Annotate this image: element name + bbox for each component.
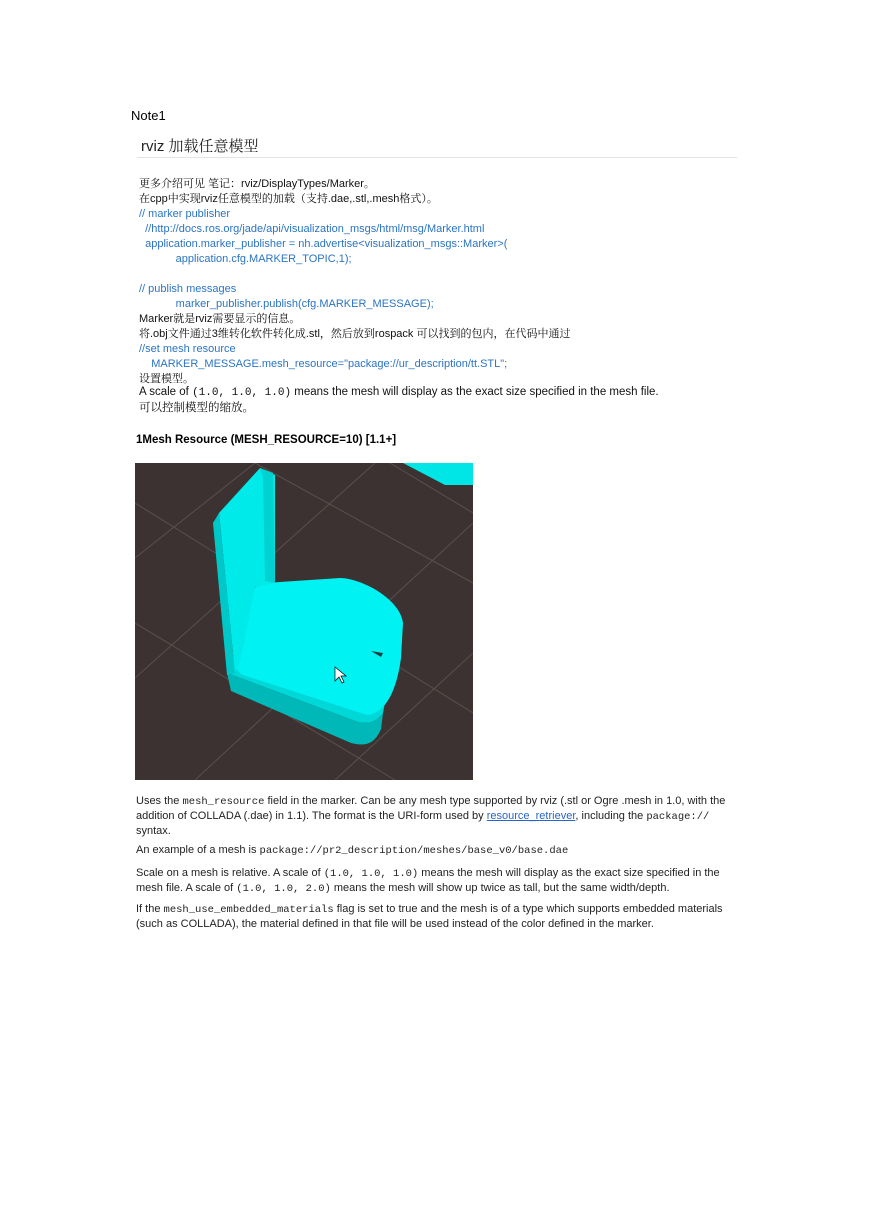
p4-text: If the	[136, 903, 164, 915]
note-line: Marker就是rviz需要显示的信息。	[139, 313, 301, 325]
scale-line-text: A scale of	[139, 386, 193, 398]
note-line: 更多介绍可见 笔记：rviz/DisplayTypes/Marker。	[139, 178, 375, 190]
rviz-mesh-screenshot	[135, 463, 473, 780]
note-label: Note1	[131, 108, 166, 123]
p4-text-2: flag is set to true and the mesh is of a type which supports embedded materials (such as COLLADA), the material defined in that file will be used instead of the color defined in the marker.	[136, 903, 723, 930]
paragraph-example	[136, 843, 736, 858]
note-line: 将.obj文件通过3维转化软件转化成.stl，然后放到rospack 可以找到的包内，在代码中通过	[139, 328, 571, 340]
scale-code: (1.0, 1.0, 1.0)	[192, 387, 292, 399]
scale-note: 可以控制模型的缩放。	[139, 402, 254, 414]
p3-text-2: means the mesh will display as the exact size specified in the mesh file. A scale of	[136, 867, 720, 894]
section-heading: 1Mesh Resource (MESH_RESOURCE=10) [1.1+]	[136, 434, 397, 446]
note-line: // publish messages	[139, 283, 237, 295]
note-line: //set mesh resource	[139, 343, 236, 355]
paragraph-scale	[136, 866, 736, 896]
code-embedded-materials: mesh_use_embedded_materials	[163, 904, 334, 916]
note-line: 在cpp中实现rviz任意模型的加载（支持.dae,.stl,.mesh格式）。	[139, 193, 438, 205]
code-mesh-resource: mesh_resource	[182, 796, 265, 808]
note-line: marker_publisher.publish(cfg.MARKER_MESSAGE);	[139, 298, 434, 310]
code-scale-2: (1.0, 1.0, 2.0)	[236, 883, 331, 895]
p3-text-3: means the mesh will show up twice as tall, but the same width/depth.	[330, 882, 670, 894]
note-line: MARKER_MESSAGE.mesh_resource="package://ur_description/tt.STL";	[139, 358, 508, 370]
note-line: // marker publisher	[139, 208, 231, 220]
code-package-prefix: package://	[646, 811, 710, 823]
page-title: rviz 加载任意模型	[141, 138, 259, 155]
note-line: //http://docs.ros.org/jade/api/visualization_msgs/html/msg/Marker.html	[139, 223, 485, 235]
p3-text: Scale on a mesh is relative. A scale of	[136, 867, 324, 879]
paragraph-mesh-resource	[136, 794, 736, 838]
code-scale-1: (1.0, 1.0, 1.0)	[323, 868, 419, 880]
p2-text: An example of a mesh is	[136, 844, 260, 856]
resource-retriever-link[interactable]: resource_retriever	[486, 810, 576, 822]
p1-text-4: syntax.	[136, 825, 171, 837]
note-line: application.cfg.MARKER_TOPIC,1);	[139, 253, 352, 265]
p1-text-3: , including the	[575, 810, 647, 822]
note-line: 设置模型。	[139, 373, 194, 385]
title-divider	[137, 157, 737, 158]
scale-line-text-end: means the mesh will display as the exact size specified in the mesh file.	[291, 386, 659, 398]
note-line: application.marker_publisher = nh.advertise<visualization_msgs::Marker>(	[139, 238, 508, 250]
paragraph-embedded-materials	[136, 902, 736, 931]
p1-text: Uses the	[136, 795, 183, 807]
p1-text-2: field in the marker. Can be any mesh type supported by rviz (.stl or Ogre .mesh in 1.0, with the addition of COLLADA (.dae) in 1.1). The format is the URI-form used by	[136, 795, 726, 822]
code-example-path: package://pr2_description/meshes/base_v0/base.dae	[259, 845, 569, 857]
scale-line	[139, 386, 659, 399]
